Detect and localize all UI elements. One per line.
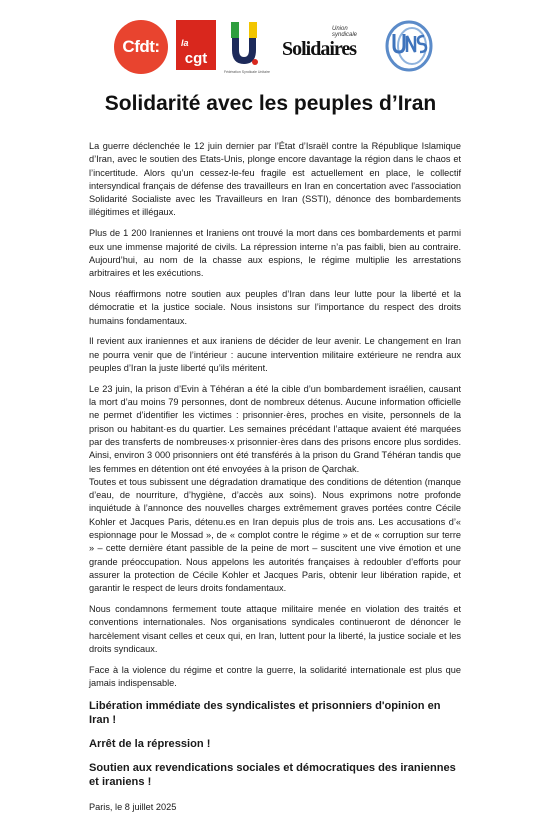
demand: Libération immédiate des syndicalistes et prisonniers d'opinion en Iran ! [89, 700, 441, 727]
paragraph: Nous condamnons fermement toute attaque militaire menée en violation des traités et conventions internationales. Nos organisations syndicales continueront de dénoncer le harcèlement visant celles et ceux qui, en Iran, luttent pour la liberté, la justice sociale et les droits syndicaux. [89, 604, 461, 654]
paragraph: Toutes et tous subissent une dégradation dramatique des conditions de détention (manque d’eau, de nourriture, d’hygiène, d’accès aux soins). Nous exprimons notre profonde inquiétude à l’annonce des nouvelles charges extrêmement graves portées contre Cécile Kohler et Jacques Paris, détenu.es en Iran depuis plus de trois ans. Les accusations d’« espionnage pour le Mossad », de « complot contre le régime » et de « corruption sur terre » – cette dernière étant passible de la peine de mort – suscitent une vive émotion et une grande préoccupation. Nous appelons les autorités françaises à redoubler d’efforts pour assurer la protection de Cécile Kohler et Jacques Paris, obtenir leur libération rapide, et garantir le respect de leurs droits fondamentaux. [89, 476, 461, 594]
cfdt-logo-text: Cfdt: [122, 37, 160, 56]
paragraph: Nous réaffirmons notre soutien aux peuples d’Iran dans leur lutte pour la liberté et la démocratie et la justice sociale. Nous insistons sur l’importance du respect des droits humains fondamentaux. [89, 288, 461, 326]
document-body [89, 140, 461, 822]
demand: Soutien aux revendications sociales et démocratiques des iraniennes et iraniens ! [89, 762, 456, 789]
paragraph: Le 23 juin, la prison d’Evin à Téhéran a été la cible d’un bombardement israélien, causant la mort d’au moins 79 personnes, dont de nombreux détenus. Aucune information officielle ne permet d’identifier les victimes : prisonnier·ères, proches en visite, personnels de la prison ou habitant·es du quartier. Les semaines précédant l’attaque avaient été marquées par des transferts de nombreuses·x prisonnier·ères dans des prisons encore plus sordides. Ainsi, environ 3 000 prisonniers ont été transférés à la prison du Grand Téhéran tandis que les femmes en détention ont été envoyées à la prison de Qarchak. [89, 383, 461, 474]
fsu-logo [226, 20, 262, 70]
paragraph: Face à la violence du régime et contre la guerre, la solidarité internationale est plus que jamais indispensable. [89, 664, 461, 688]
solidaires-logo-subtitle: Union syndicale [332, 26, 358, 38]
signature-date: Paris, le 8 juillet 2025 [89, 802, 177, 813]
logo-bar [0, 16, 541, 76]
unsa-logo [384, 20, 434, 72]
solidaires-logo-text: Solidaires [282, 38, 357, 60]
paragraph: Il revient aux iraniennes et aux iraniens de décider de leur avenir. Le changement en Iran ne pourra venir que de l’intérieur : aucune intervention militaire extérieure ne rendra aux peuples d’Iran la juste liberté qu’ils méritent. [89, 336, 461, 373]
page-title: Solidarité avec les peuples d’Iran [104, 92, 437, 115]
solidaires-logo [282, 26, 374, 66]
demand: Arrêt de la répression ! [89, 738, 211, 751]
cfdt-logo [114, 20, 168, 74]
paragraph: Plus de 1 200 Iraniennes et Iraniens ont trouvé la mort dans ces bombardements et parmi eux une immense majorité de civils. La répression interne n’a pas faibli, bien au contraire. Aujourd’hui, au nom de la chasse aux espions, le régime multiplie les arrestations arbitraires et les exécutions. [89, 228, 461, 279]
cgt-logo-text: cgt [184, 50, 208, 67]
cgt-logo [176, 20, 216, 70]
paragraph: La guerre déclenchée le 12 juin dernier par l’État d’Israël contre la République Islamique d’Iran, avec le soutien des Etats-Unis, plonge encore davantage la région dans le chaos et l’incertitude. Alors qu’un cessez-le-feu fragile est actuellement en place, le collectif intersyndical français de défense des travailleurs en Iran en concertation avec l'association Solidarité Socialiste avec les Travailleurs en Iran (SSTI), dénonce des bombardements illégitimes et illégaux. [89, 141, 461, 218]
cgt-logo-prefix: la [181, 38, 189, 48]
fsu-logo-caption: Fédération Syndicale Unitaire [224, 70, 270, 74]
